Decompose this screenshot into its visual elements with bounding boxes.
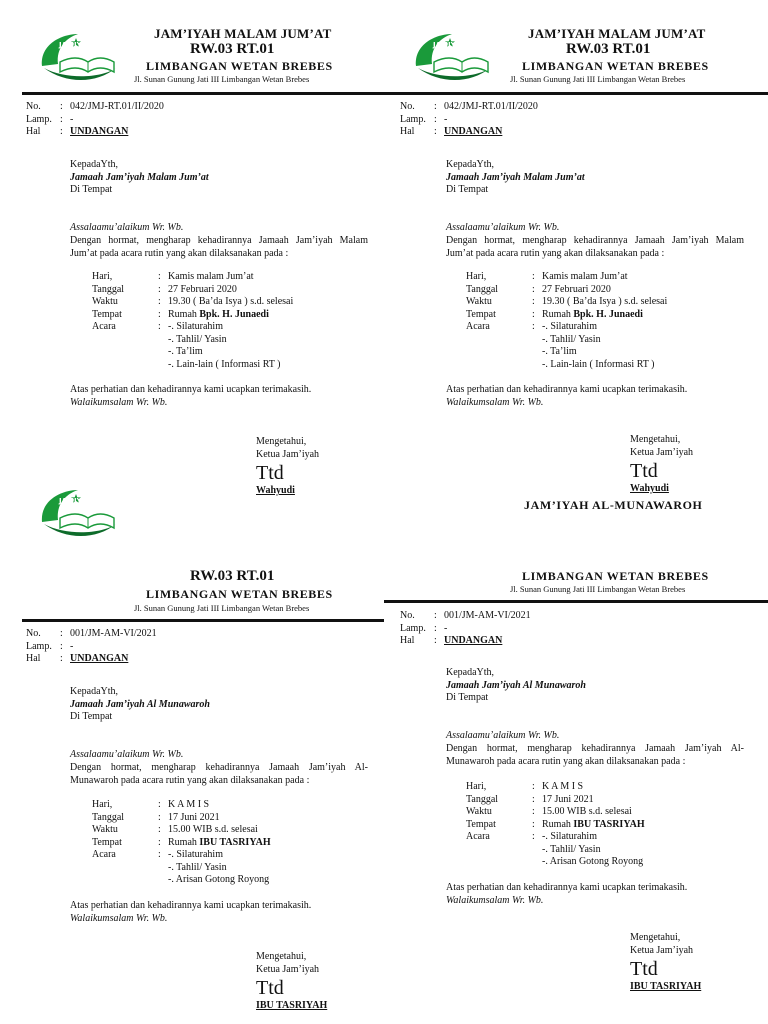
- letterhead-rule: [22, 619, 384, 622]
- salam-text: Walaikumsalam Wr. Wb.: [70, 397, 168, 408]
- acara-label: Acara: [466, 321, 490, 332]
- hal-label: Hal: [400, 635, 415, 646]
- recipient-block: [70, 159, 209, 197]
- letterhead-rule: [22, 92, 384, 95]
- letterhead-title: JAM’IYAH MALAM JUM’AT: [528, 26, 706, 41]
- hal-label: Hal: [400, 126, 415, 137]
- acara-item: -. Silaturahim: [542, 321, 597, 332]
- recipient-place: Di Tempat: [446, 692, 489, 703]
- acara-label: Acara: [92, 849, 116, 860]
- no-label: No.: [26, 101, 41, 112]
- letter-meta: No. : 001/JM-AM-VI/2021 Lamp. : - Hal : UNDANGAN: [26, 628, 157, 664]
- signer-name: Wahyudi: [256, 485, 295, 496]
- footer-title: JAM’IYAH AL-MUNAWAROH: [524, 498, 703, 512]
- closing-text: Atas perhatian dan kehadirannya kami ucapkan terimakasih.: [70, 900, 312, 911]
- ketua-text: Ketua Jam’iyah: [256, 448, 320, 460]
- waktu-label: Waktu: [92, 296, 118, 307]
- recipient-block: [446, 667, 586, 705]
- hal-value: UNDANGAN: [444, 126, 503, 137]
- acara-item: -. Arisan Gotong Royong: [168, 874, 270, 885]
- hari-value: K A M I S: [542, 781, 584, 792]
- kepada-text: KepadaYth,: [70, 686, 119, 697]
- lamp-value: -: [70, 113, 74, 125]
- recipient-place: Di Tempat: [446, 184, 489, 195]
- event-details: Hari, : K A M I S Tanggal : 17 Juni 2021 Waktu : 15.00 WIB s.d. selesai Tempat : Rumah IBU TASRIYAH Acara : -. Silaturahim -. Tahlil/ Yasin -. Arisan Gotong Royong: [466, 781, 645, 867]
- signature-block: [630, 434, 693, 496]
- intro-paragraph: Dengan hormat, mengharap kehadirannya Jamaah Jam’iyah Al-Munawaroh pada acara rutin yang akan dilaksanakan pada :: [446, 743, 744, 767]
- tempat-value: Rumah IBU TASRIYAH: [542, 818, 645, 830]
- letterhead-rw: RW.03 RT.01: [190, 41, 275, 57]
- ketua-text: Ketua Jam’iyah: [630, 944, 694, 956]
- no-label: No.: [26, 628, 41, 639]
- tanggal-value: 27 Februari 2020: [168, 283, 237, 295]
- ttd-text: Ttd: [630, 460, 658, 482]
- recipient-name: Jamaah Jam’iyah Malam Jum’at: [70, 171, 209, 183]
- greeting: Assalaamu’alaikum Wr. Wb.: [70, 222, 184, 233]
- invitation-letter-3: [0, 497, 384, 1024]
- tanggal-value: 17 Juni 2021: [542, 793, 594, 805]
- letter-meta: No. : 042/JMJ-RT.01/II/2020 Lamp. : - Hal : UNDANGAN: [26, 101, 164, 137]
- hal-value: UNDANGAN: [70, 653, 129, 664]
- tanggal-value: 27 Februari 2020: [542, 283, 611, 295]
- acara-item: -. Lain-lain ( Informasi RT ): [542, 358, 655, 370]
- mengetahui-text: Mengetahui,: [256, 951, 307, 962]
- hal-value: UNDANGAN: [444, 635, 503, 646]
- ttd-text: Ttd: [256, 462, 284, 484]
- hari-value: Kamis malam Jum’at: [168, 271, 254, 282]
- invitation-letter-4: [384, 512, 768, 1024]
- tanggal-label: Tanggal: [92, 283, 125, 295]
- letterhead-address: Jl. Sunan Gunung Jati III Limbangan Wetan Brebes: [510, 584, 686, 594]
- recipient-name: Jamaah Jam’iyah Al Munawaroh: [70, 698, 210, 710]
- salam-text: Walaikumsalam Wr. Wb.: [446, 895, 544, 906]
- jamiyah-logo-icon: [36, 484, 122, 544]
- recipient-block: [70, 686, 210, 724]
- jamiyah-logo-icon: [410, 28, 496, 88]
- closing-text: Atas perhatian dan kehadirannya kami ucapkan terimakasih.: [446, 882, 688, 893]
- tempat-value: Rumah IBU TASRIYAH: [168, 836, 271, 848]
- waktu-value: 15.00 WIB s.d. selesai: [542, 806, 632, 817]
- signer-name: Wahyudi: [630, 483, 669, 494]
- no-value: 042/JMJ-RT.01/II/2020: [70, 101, 164, 112]
- hari-label: Hari,: [466, 781, 487, 792]
- acara-item: -. Lain-lain ( Informasi RT ): [168, 358, 281, 370]
- lamp-value: -: [444, 622, 448, 634]
- event-details: Hari, : K A M I S Tanggal : 17 Juni 2021 Waktu : 15.00 WIB s.d. selesai Tempat : Rumah IBU TASRIYAH Acara : -. Silaturahim -. Tahlil/ Yasin -. Arisan Gotong Royong: [92, 799, 271, 885]
- event-details: Hari, : Kamis malam Jum’at Tanggal : 27 Februari 2020 Waktu : 19.30 ( Ba’da Isya ) s.d. selesai Tempat : Rumah Bpk. H. Junaedi Acara : -. Silaturahim -. Tahlil/ Yasin -. Ta’lim -. Lain-lain ( Informasi RT ): [466, 271, 668, 370]
- logo-text: JAMIYAH: [59, 497, 93, 505]
- tempat-label: Tempat: [466, 308, 496, 320]
- signer-name: IBU TASRIYAH: [630, 981, 702, 992]
- lamp-label: Lamp.: [400, 113, 426, 125]
- closing-text: Atas perhatian dan kehadirannya kami ucapkan terimakasih.: [446, 384, 688, 395]
- ttd-text: Ttd: [630, 958, 658, 980]
- acara-item: -. Silaturahim: [168, 321, 223, 332]
- hal-label: Hal: [26, 653, 41, 664]
- greeting: Assalaamu’alaikum Wr. Wb.: [446, 730, 560, 741]
- recipient-name: Jamaah Jam’iyah Al Munawaroh: [446, 679, 586, 691]
- tempat-value: Rumah Bpk. H. Junaedi: [542, 308, 643, 320]
- no-label: No.: [400, 101, 415, 112]
- salam-text: Walaikumsalam Wr. Wb.: [446, 397, 544, 408]
- no-value: 001/JM-AM-VI/2021: [444, 610, 531, 621]
- acara-item: -. Tahlil/ Yasin: [542, 333, 601, 345]
- letter-meta: No. : 042/JMJ-RT.01/II/2020 Lamp. : - Hal : UNDANGAN: [400, 101, 538, 137]
- ketua-text: Ketua Jam’iyah: [630, 446, 694, 458]
- acara-item: -. Tahlil/ Yasin: [168, 333, 227, 345]
- closing-text: Atas perhatian dan kehadirannya kami ucapkan terimakasih.: [70, 384, 312, 395]
- waktu-value: 15.00 WIB s.d. selesai: [168, 824, 258, 835]
- letterhead-rw: RW.03 RT.01: [190, 568, 275, 584]
- no-value: 001/JM-AM-VI/2021: [70, 628, 157, 639]
- hari-label: Hari,: [92, 271, 113, 282]
- tempat-label: Tempat: [92, 308, 122, 320]
- hal-value: UNDANGAN: [70, 126, 129, 137]
- greeting: Assalaamu’alaikum Wr. Wb.: [70, 749, 184, 760]
- tempat-label: Tempat: [92, 836, 122, 848]
- hal-label: Hal: [26, 126, 41, 137]
- acara-item: -. Tahlil/ Yasin: [542, 843, 601, 855]
- greeting: Assalaamu’alaikum Wr. Wb.: [446, 222, 560, 233]
- letterhead-village: LIMBANGAN WETAN BREBES: [522, 569, 709, 583]
- letterhead-village: LIMBANGAN WETAN BREBES: [146, 587, 333, 601]
- signer-name: IBU TASRIYAH: [256, 1000, 328, 1011]
- invitation-letter-2: [384, 0, 768, 512]
- signature-block: [256, 951, 327, 1013]
- ttd-text: Ttd: [256, 977, 284, 999]
- letterhead-village: LIMBANGAN WETAN BREBES: [522, 59, 709, 73]
- letterhead-title: JAM’IYAH MALAM JUM’AT: [154, 26, 332, 41]
- kepada-text: KepadaYth,: [446, 667, 495, 678]
- recipient-block: [446, 159, 585, 197]
- mengetahui-text: Mengetahui,: [256, 436, 307, 447]
- letterhead-rule: [384, 600, 768, 603]
- waktu-label: Waktu: [92, 824, 118, 835]
- hari-label: Hari,: [92, 799, 113, 810]
- lamp-label: Lamp.: [26, 640, 52, 652]
- recipient-name: Jamaah Jam’iyah Malam Jum’at: [446, 171, 585, 183]
- letterhead-address: Jl. Sunan Gunung Jati III Limbangan Wetan Brebes: [134, 603, 310, 613]
- tempat-label: Tempat: [466, 818, 496, 830]
- logo-text: JAMIYAH: [59, 41, 93, 49]
- letterhead-village: LIMBANGAN WETAN BREBES: [146, 59, 333, 73]
- no-label: No.: [400, 610, 415, 621]
- intro-paragraph: Dengan hormat, mengharap kehadirannya Jamaah Jam’iyah Malam Jum’at pada acara rutin yang akan dilaksanakan pada :: [446, 235, 744, 259]
- kepada-text: KepadaYth,: [446, 159, 495, 170]
- tempat-value: Rumah Bpk. H. Junaedi: [168, 308, 269, 320]
- waktu-value: 19.30 ( Ba’da Isya ) s.d. selesai: [168, 296, 294, 307]
- tanggal-value: 17 Juni 2021: [168, 811, 220, 823]
- acara-label: Acara: [466, 831, 490, 842]
- intro-paragraph: Dengan hormat, mengharap kehadirannya Jamaah Jam’iyah Malam Jum’at pada acara rutin yang akan dilaksanakan pada :: [70, 235, 368, 259]
- waktu-label: Waktu: [466, 806, 492, 817]
- letterhead-rule: [384, 92, 768, 95]
- lamp-value: -: [444, 113, 448, 125]
- signature-block: [256, 436, 319, 498]
- acara-label: Acara: [92, 321, 116, 332]
- hari-value: Kamis malam Jum’at: [542, 271, 628, 282]
- acara-item: -. Ta’lim: [168, 346, 203, 357]
- acara-item: -. Tahlil/ Yasin: [168, 861, 227, 873]
- lamp-label: Lamp.: [400, 622, 426, 634]
- recipient-place: Di Tempat: [70, 184, 113, 195]
- recipient-place: Di Tempat: [70, 711, 113, 722]
- no-value: 042/JMJ-RT.01/II/2020: [444, 101, 538, 112]
- ketua-text: Ketua Jam’iyah: [256, 963, 320, 975]
- invitation-letter-1: [0, 0, 384, 512]
- event-details: Hari, : Kamis malam Jum’at Tanggal : 27 Februari 2020 Waktu : 19.30 ( Ba’da Isya ) s.d. selesai Tempat : Rumah Bpk. H. Junaedi Acara : -. Silaturahim -. Tahlil/ Yasin -. Ta’lim -. Lain-lain ( Informasi RT ): [92, 271, 294, 370]
- acara-item: -. Silaturahim: [542, 831, 597, 842]
- waktu-label: Waktu: [466, 296, 492, 307]
- tanggal-label: Tanggal: [466, 793, 499, 805]
- salam-text: Walaikumsalam Wr. Wb.: [70, 913, 168, 924]
- letter-meta: No. : 001/JM-AM-VI/2021 Lamp. : - Hal : UNDANGAN: [400, 610, 531, 646]
- lamp-label: Lamp.: [26, 113, 52, 125]
- waktu-value: 19.30 ( Ba’da Isya ) s.d. selesai: [542, 296, 668, 307]
- acara-item: -. Silaturahim: [168, 849, 223, 860]
- mengetahui-text: Mengetahui,: [630, 434, 681, 445]
- kepada-text: KepadaYth,: [70, 159, 119, 170]
- letterhead-rw: RW.03 RT.01: [566, 41, 651, 57]
- acara-item: -. Arisan Gotong Royong: [542, 856, 644, 867]
- jamiyah-logo-icon: [36, 28, 122, 88]
- tanggal-label: Tanggal: [92, 811, 125, 823]
- letterhead-address: Jl. Sunan Gunung Jati III Limbangan Wetan Brebes: [510, 74, 686, 84]
- acara-item: -. Ta’lim: [542, 346, 577, 357]
- signature-block: [630, 932, 701, 994]
- tanggal-label: Tanggal: [466, 283, 499, 295]
- intro-paragraph: Dengan hormat, mengharap kehadirannya Jamaah Jam’iyah Al-Munawaroh pada acara rutin yang akan dilaksanakan pada :: [70, 762, 368, 786]
- hari-label: Hari,: [466, 271, 487, 282]
- mengetahui-text: Mengetahui,: [630, 932, 681, 943]
- lamp-value: -: [70, 640, 74, 652]
- letterhead-address: Jl. Sunan Gunung Jati III Limbangan Wetan Brebes: [134, 74, 310, 84]
- hari-value: K A M I S: [168, 799, 210, 810]
- logo-text: JAMIYAH: [433, 41, 467, 49]
